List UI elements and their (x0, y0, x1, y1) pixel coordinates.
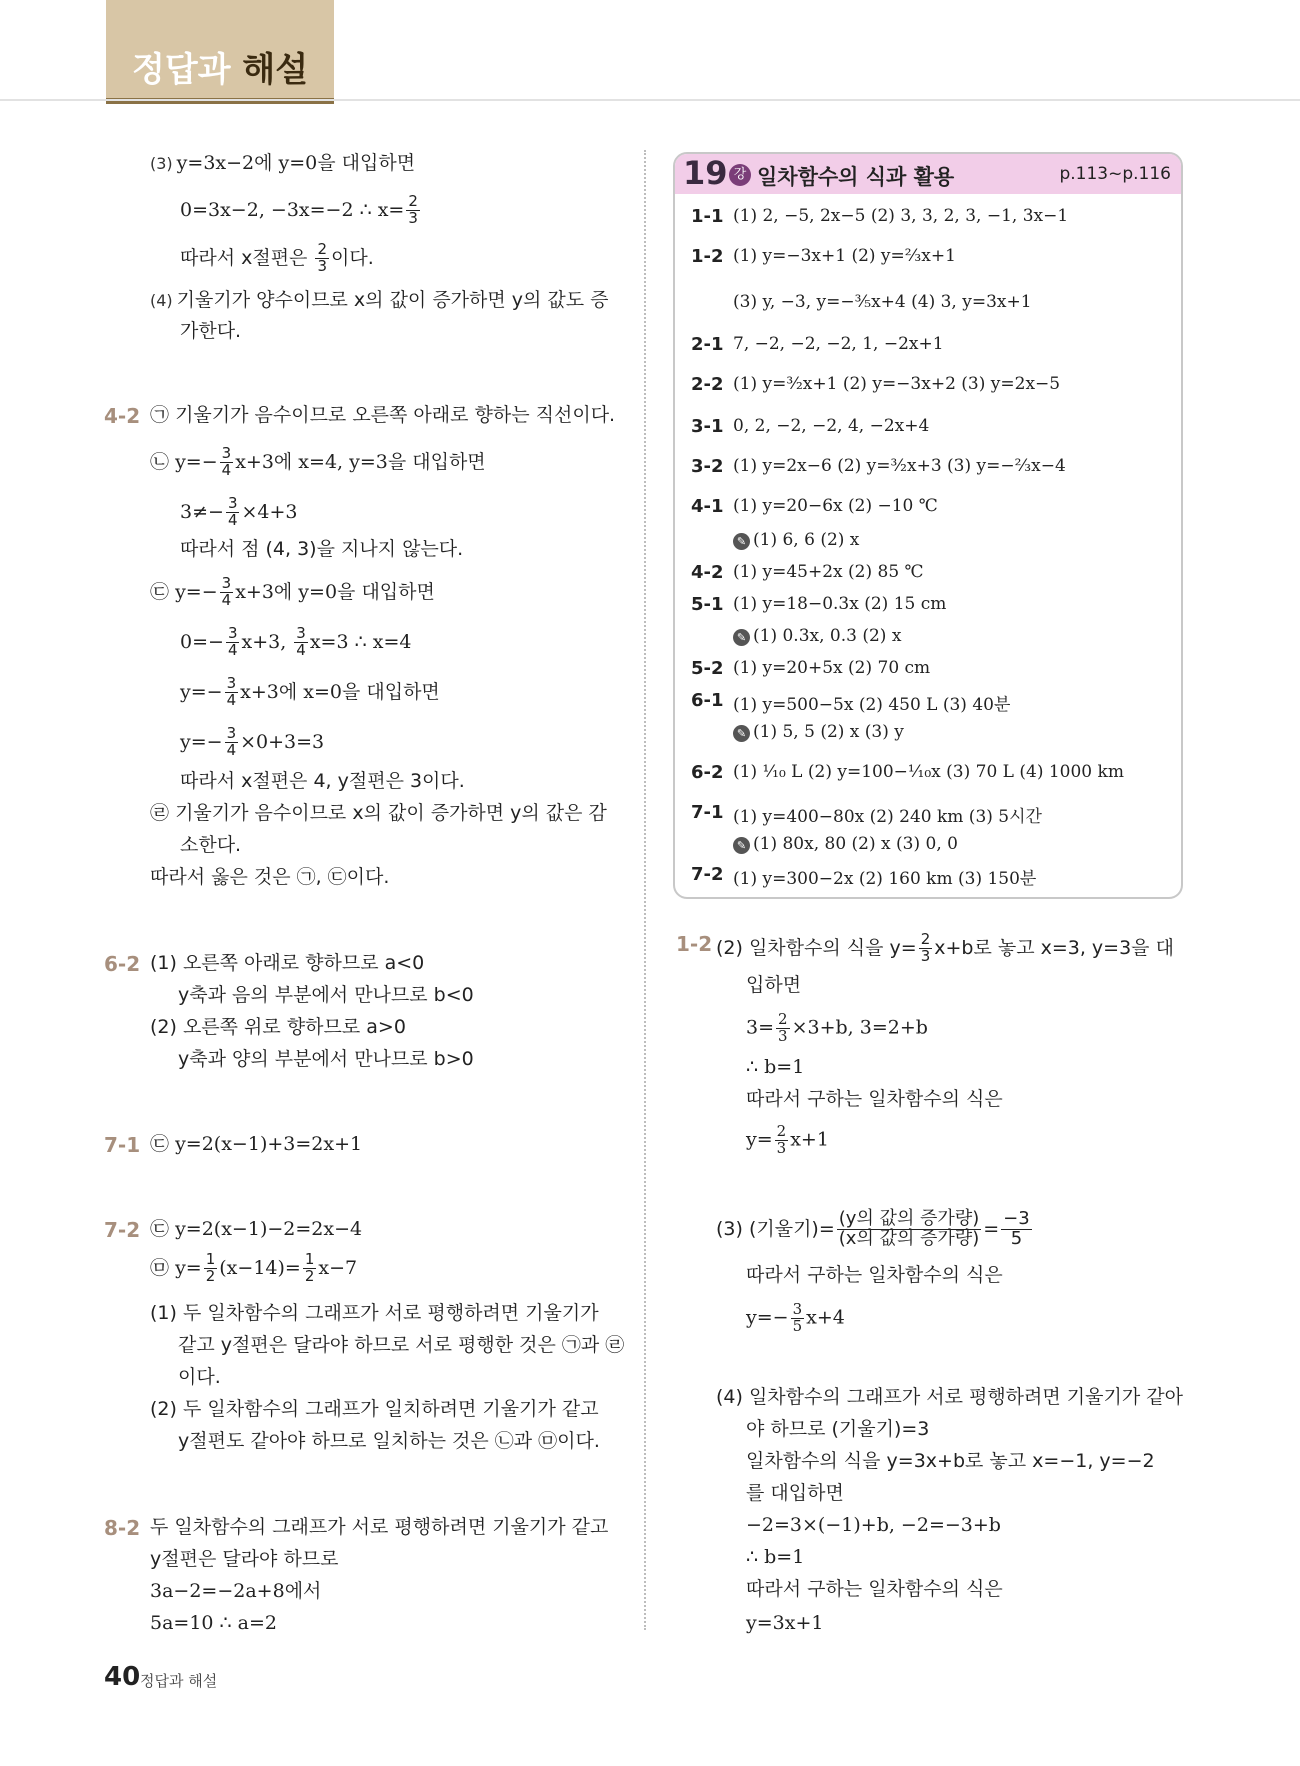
answer-value: (1) y=400−80x (2) 240 km (3) 5시간 (733, 807, 1042, 827)
p4-line2: 가한다. (180, 320, 242, 342)
lesson-number: 19 (683, 154, 728, 192)
answer-value: (1) 2, −5, 2x−5 (2) 3, 3, 2, 3, −1, 3x−1 (733, 206, 1069, 226)
q12-line3: 3= $\frac{2}{3}$ ×3+b, 3=2+b (746, 1010, 928, 1045)
q42-d1: ㉣ 기울기가 음수이므로 x의 값이 증가하면 y의 값은 감 (150, 802, 607, 824)
p3-line1: (3) y=3x−2에 y=0을 대입하면 (150, 152, 416, 174)
q82-line4: 5a=10 ∴ a=2 (150, 1612, 278, 1634)
q12-line5: 따라서 구하는 일차함수의 식은 (746, 1088, 1003, 1110)
q12-line8: 따라서 구하는 일차함수의 식은 (746, 1264, 1003, 1286)
q42-b1: ㉡ y=− $\frac{3}{4}$ x+3에 x=4, y=3을 대입하면 (150, 444, 486, 479)
q12-line12: 일차함수의 식을 y=3x+b로 놓고 x=−1, y=−2 (746, 1450, 1155, 1472)
answer-label: 5-1 (691, 594, 724, 615)
p4-line1: (4) 기울기가 양수이므로 x의 값이 증가하면 y의 값도 증 (150, 289, 609, 311)
pencil-icon: ✎ (733, 725, 750, 742)
lesson-badge: 강 (729, 164, 751, 186)
lesson-pages: p.113~p.116 (1059, 164, 1171, 184)
q72-line1: ㉢ y=2(x−1)−2=2x−4 (150, 1218, 363, 1240)
p3-line3: 따라서 x절편은 $\frac{2}{3}$ 이다. (180, 240, 374, 275)
q72-line4: 같고 y절편은 달라야 하므로 서로 평행한 것은 ㉠과 ㉣ (178, 1334, 625, 1356)
answer-label: 6-2 (691, 762, 724, 783)
q72-line5: 이다. (178, 1366, 221, 1388)
q42-a: ㉠ 기울기가 음수이므로 오른쪽 아래로 향하는 직선이다. (150, 404, 616, 426)
q42-c5: 따라서 x절편은 4, y절편은 3이다. (180, 770, 465, 792)
q62-line1: (1) 오른쪽 아래로 향하므로 a<0 (150, 952, 425, 974)
q72-line3: (1) 두 일차함수의 그래프가 서로 평행하려면 기울기가 (150, 1302, 599, 1324)
lesson-title: 일차함수의 식과 활용 (757, 165, 955, 189)
q12-line4: ∴ b=1 (746, 1056, 805, 1078)
q12-line15: ∴ b=1 (746, 1546, 805, 1568)
question-number-6-2: 6-2 (104, 952, 141, 976)
q12-line13: 를 대입하면 (746, 1482, 844, 1504)
q62-line4: y축과 양의 부분에서 만나므로 b>0 (178, 1048, 474, 1070)
answer-label: 6-1 (691, 690, 724, 711)
pencil-icon: ✎ (733, 533, 750, 550)
q42-conclusion: 따라서 옳은 것은 ㉠, ㉢이다. (150, 866, 390, 888)
q62-line3: (2) 오른쪽 위로 향하므로 a>0 (150, 1016, 406, 1038)
p3-line2: 0=3x−2, −3x=−2 ∴ x= $\frac{2}{3}$ (180, 192, 418, 227)
answer-label: 4-1 (691, 496, 724, 517)
q72-line6: (2) 두 일차함수의 그래프가 일치하려면 기울기가 같고 (150, 1398, 599, 1420)
answer-label: 3-1 (691, 416, 724, 437)
q12-line7: (3) (기울기)= $\frac{\text{(y의 값의 증가량)}}{\text{(x의 값의 증가량)}}$ = $\frac{-3}{5}$ (716, 1208, 1030, 1249)
column-divider (644, 150, 646, 1630)
question-number-8-2: 8-2 (104, 1516, 141, 1540)
answer-value: (1) y=20+5x (2) 70 cm (733, 658, 931, 678)
answer-value: (1) y=20−6x (2) −10 ℃ (733, 496, 938, 516)
footer-book-title: 정답과 해설 (140, 1672, 218, 1690)
q12-line2: 입하면 (746, 974, 802, 996)
q12-line9: y=− $\frac{3}{5}$ x+4 (746, 1300, 845, 1335)
pencil-icon: ✎ (733, 837, 750, 854)
answer-label: 4-2 (691, 562, 724, 583)
question-number-1-2: 1-2 (676, 932, 713, 956)
header-tab (106, 0, 334, 98)
q12-line6: y= $\frac{2}{3}$ x+1 (746, 1122, 829, 1157)
hint-row: ✎ (1) 80x, 80 (2) x (3) 0, 0 (733, 834, 958, 854)
q42-c4: y=− $\frac{3}{4}$ ×0+3=3 (180, 724, 325, 759)
question-number-7-1: 7-1 (104, 1133, 141, 1157)
question-number-4-2: 4-2 (104, 404, 141, 428)
pencil-icon: ✎ (733, 629, 750, 646)
q12-line11: 야 하므로 (기울기)=3 (746, 1418, 930, 1440)
hint-row: ✎ (1) 6, 6 (2) x (733, 530, 859, 550)
q12-line14: −2=3×(−1)+b, −2=−3+b (746, 1514, 1001, 1536)
answer-label: 1-2 (691, 246, 724, 267)
answer-value: 0, 2, −2, −2, 4, −2x+4 (733, 416, 930, 436)
q42-c1: ㉢ y=− $\frac{3}{4}$ x+3에 y=0을 대입하면 (150, 574, 435, 609)
header-title: 정답과 해설 (132, 50, 309, 90)
answer-value: (1) y=45+2x (2) 85 ℃ (733, 562, 924, 582)
answer-label: 2-2 (691, 374, 724, 395)
q12-line17: y=3x+1 (746, 1612, 824, 1634)
answer-value: (1) y=³⁄₂x+1 (2) y=−3x+2 (3) y=2x−5 (733, 374, 1061, 394)
q42-c2: 0=− $\frac{3}{4}$ x+3, $\frac{3}{4}$ x=3 ∴ x=4 (180, 624, 412, 659)
q12-line16: 따라서 구하는 일차함수의 식은 (746, 1578, 1003, 1600)
answer-value: (1) y=300−2x (2) 160 km (3) 150분 (733, 869, 1037, 889)
answer-label: 7-2 (691, 864, 724, 885)
q82-line3: 3a−2=−2a+8에서 (150, 1580, 322, 1602)
q12-line10: (4) 일차함수의 그래프가 서로 평행하려면 기울기가 같아 (716, 1386, 1183, 1408)
answer-label: 5-2 (691, 658, 724, 679)
q82-line2: y절편은 달라야 하므로 (150, 1548, 339, 1570)
q62-line2: y축과 음의 부분에서 만나므로 b<0 (178, 984, 474, 1006)
q42-b3: 따라서 점 (4, 3)을 지나지 않는다. (180, 538, 464, 560)
question-number-7-2: 7-2 (104, 1218, 141, 1242)
answer-value: (1) y=500−5x (2) 450 L (3) 40분 (733, 695, 1011, 715)
answer-value: (1) y=−3x+1 (2) y=⅔x+1 (733, 246, 956, 266)
answer-summary-box (673, 152, 1183, 899)
answer-value: (1) ¹⁄₁₀ L (2) y=100−¹⁄₁₀x (3) 70 L (4) 1000 km (733, 762, 1124, 782)
page-number: 40 (104, 1662, 141, 1692)
header-divider (0, 99, 1300, 101)
answer-value: (1) y=18−0.3x (2) 15 cm (733, 594, 947, 614)
q72-line2: ㉤ y= $\frac{1}{2}$ (x−14)= $\frac{1}{2}$ x−7 (150, 1250, 358, 1285)
answer-label: 2-1 (691, 334, 724, 355)
q42-d2: 소한다. (180, 834, 242, 856)
answer-value: 7, −2, −2, −2, 1, −2x+1 (733, 334, 944, 354)
answer-label: 3-2 (691, 456, 724, 477)
lesson-header (675, 154, 1181, 194)
q72-line7: y절편도 같아야 하므로 일치하는 것은 ㉡과 ㉤이다. (178, 1430, 600, 1452)
q42-b2: 3≠− $\frac{3}{4}$ ×4+3 (180, 494, 298, 529)
answer-value: (3) y, −3, y=−³⁄₅x+4 (4) 3, y=3x+1 (733, 292, 1032, 312)
q42-c3: y=− $\frac{3}{4}$ x+3에 x=0을 대입하면 (180, 674, 440, 709)
hint-row: ✎ (1) 5, 5 (2) x (3) y (733, 722, 904, 742)
q82-line1: 두 일차함수의 그래프가 서로 평행하려면 기울기가 같고 (150, 1516, 609, 1538)
q12-line1: (2) 일차함수의 식을 y= $\frac{2}{3}$ x+b로 놓고 x=3, y=3을 대 (716, 930, 1174, 965)
answer-label: 1-1 (691, 206, 724, 227)
q71-line: ㉢ y=2(x−1)+3=2x+1 (150, 1133, 363, 1155)
answer-label: 7-1 (691, 802, 724, 823)
hint-row: ✎ (1) 0.3x, 0.3 (2) x (733, 626, 901, 646)
answer-value: (1) y=2x−6 (2) y=³⁄₂x+3 (3) y=−⅔x−4 (733, 456, 1066, 476)
